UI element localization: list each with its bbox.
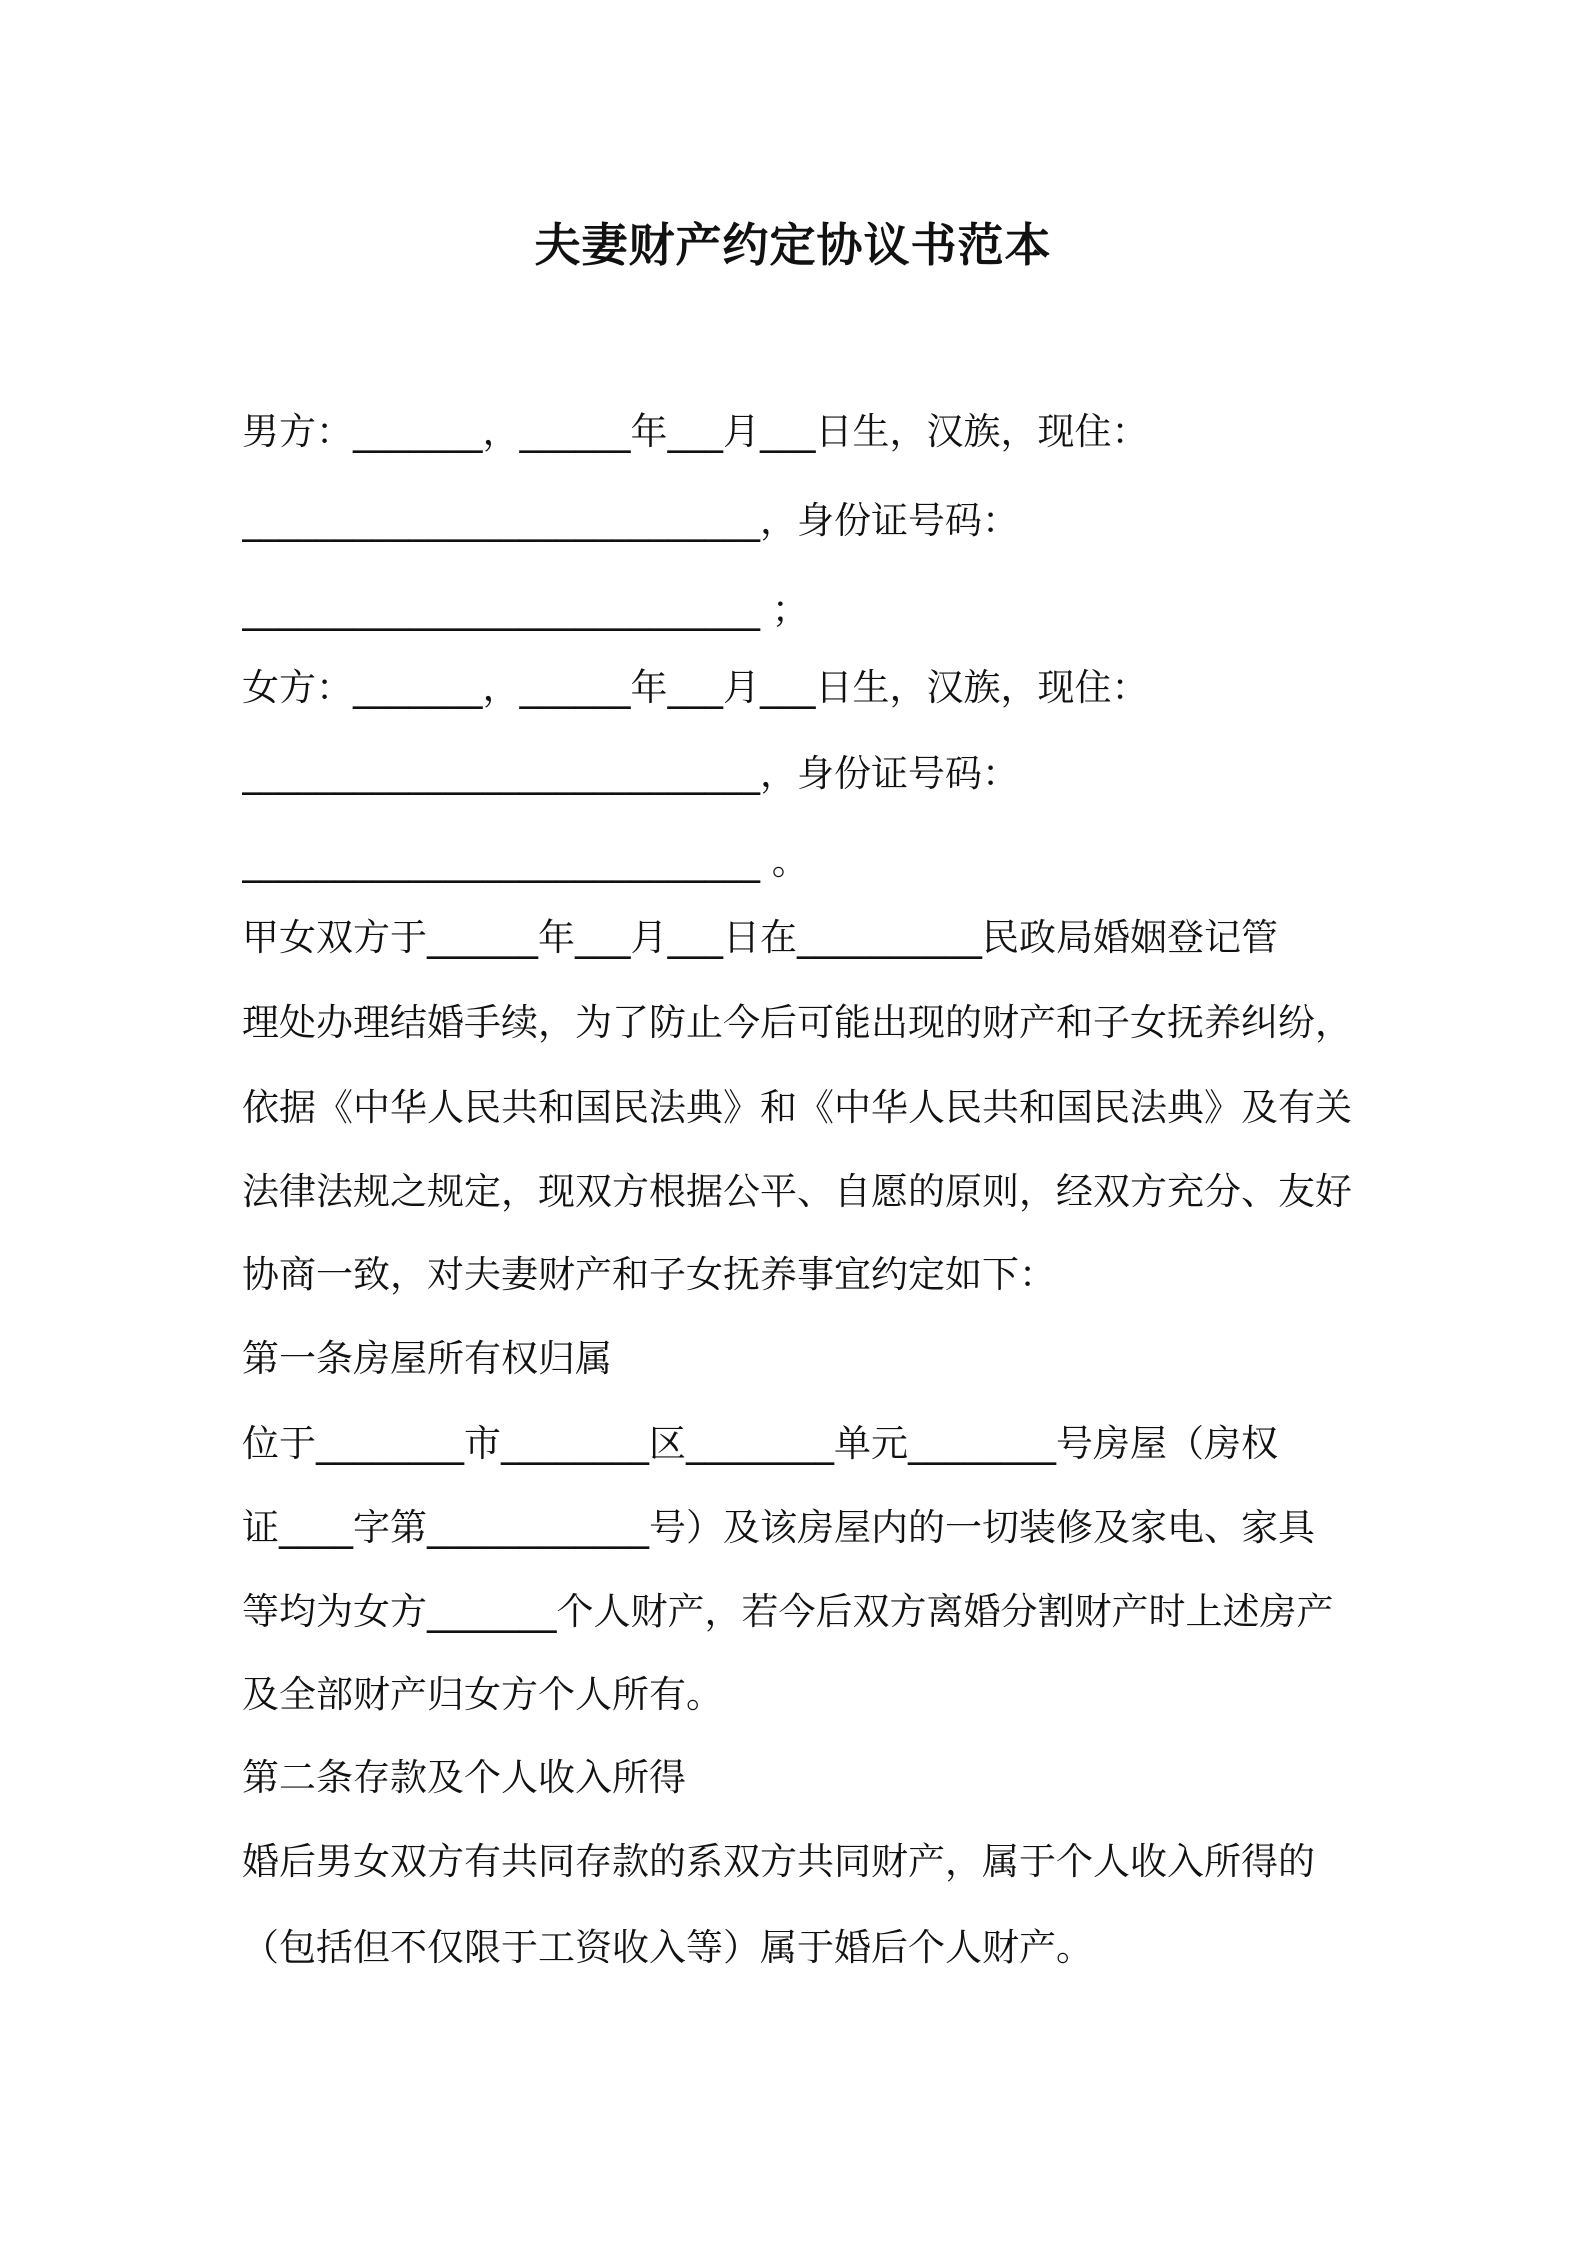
article-2-line-1: 婚后男女双方有共同存款的系双方共同财产，属于个人收入所得的 (242, 1840, 1315, 1883)
preamble-line-4: 法律法规之规定，现双方根据公平、自愿的原则，经双方充分、友好 (242, 1170, 1352, 1213)
article-1-line-2: 证____字第____________号）及该房屋内的一切装修及家电、家具 (242, 1506, 1315, 1549)
wife-info-line-2: ____________________________，身份证号码： (242, 752, 1019, 795)
article-1-line-4: 及全部财产归女方个人所有。 (242, 1673, 723, 1716)
article-1-line-1: 位于________市________区________单元________号房屋（房权 (242, 1422, 1278, 1465)
article-2-heading: 第二条存款及个人收入所得 (242, 1756, 686, 1799)
husband-info-line-1: 男方：_______，______年___月___日生，汉族，现住： (242, 410, 1149, 453)
wife-info-line-3: ____________________________ 。 (242, 840, 809, 883)
wife-info-line-1: 女方：_______，______年___月___日生，汉族，现住： (242, 666, 1149, 709)
preamble-line-5: 协商一致，对夫妻财产和子女抚养事宜约定如下： (242, 1253, 1056, 1296)
preamble-line-1: 甲女双方于______年___月___日在__________民政局婚姻登记管 (242, 916, 1278, 959)
article-2-line-2: （包括但不仅限于工资收入等）属于婚后个人财产。 (242, 1926, 1093, 1969)
husband-info-line-3: ____________________________ ； (242, 588, 809, 631)
article-1-heading: 第一条房屋所有权归属 (242, 1337, 612, 1380)
preamble-line-2: 理处办理结婚手续，为了防止今后可能出现的财产和子女抚养纠纷， (242, 1001, 1352, 1044)
preamble-line-3: 依据《中华人民共和国民法典》和《中华人民共和国民法典》及有关 (242, 1086, 1352, 1129)
article-1-line-3: 等均为女方_______个人财产，若今后双方离婚分割财产时上述房产 (242, 1590, 1334, 1633)
document-title: 夫妻财产约定协议书范本 (534, 218, 1052, 272)
husband-info-line-2: ____________________________，身份证号码： (242, 499, 1019, 542)
